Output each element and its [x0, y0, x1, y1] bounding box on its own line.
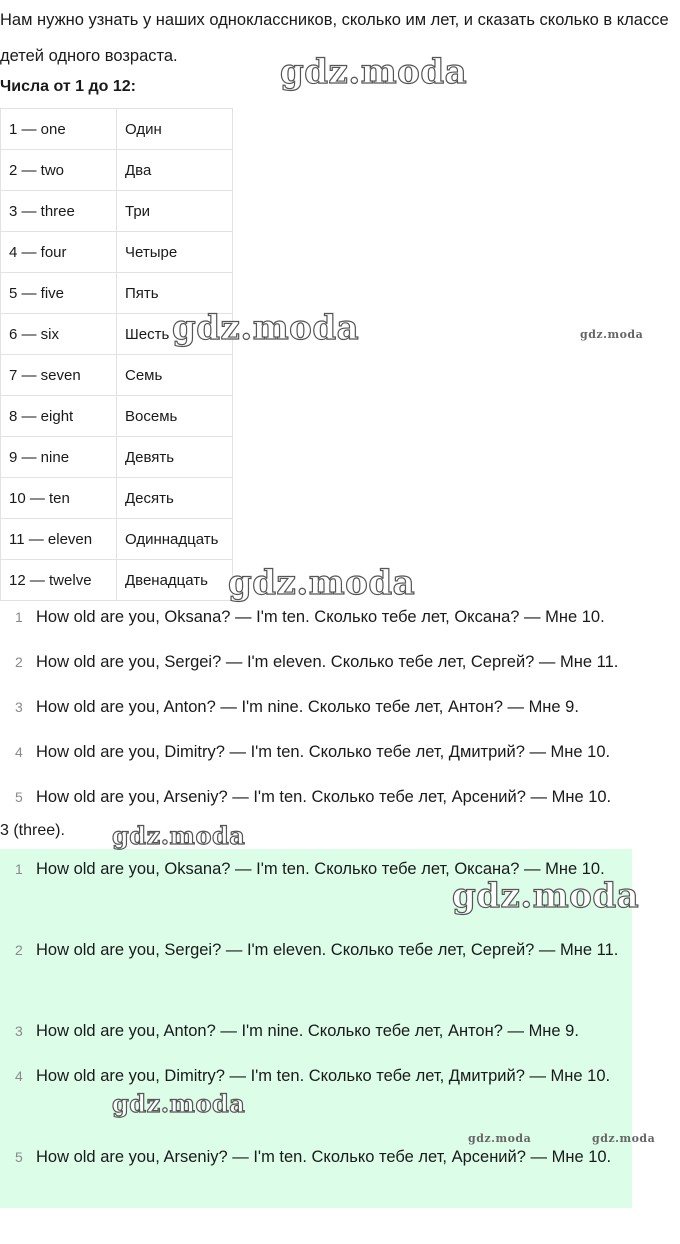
number-english: 10 — ten	[1, 478, 117, 519]
list-item	[0, 1137, 632, 1207]
item-number: 5	[15, 1149, 23, 1165]
table-row	[1, 355, 233, 396]
item-number: 3	[15, 1023, 23, 1039]
number-english: 8 — eight	[1, 396, 117, 437]
dialogue-text: How old are you, Dimitry? — I'm ten. Сколько тебе лет, Дмитрий? — Мне 10.	[36, 743, 611, 761]
table-row	[1, 560, 233, 601]
item-number: 5	[15, 789, 23, 805]
number-russian: Четыре	[117, 232, 233, 273]
dialogue-text: How old are you, Sergei? — I'm eleven. Сколько тебе лет, Сергей? — Мне 11.	[36, 941, 619, 959]
number-russian: Шесть	[117, 314, 233, 355]
table-row	[1, 150, 233, 191]
number-russian: Один	[117, 109, 233, 150]
number-english: 12 — twelve	[1, 560, 117, 601]
list-item	[0, 687, 680, 732]
answer-label: 3 (three).	[0, 822, 65, 839]
table-row	[1, 232, 233, 273]
watermark: gdz.moda	[112, 821, 246, 850]
item-number: 2	[15, 654, 23, 670]
list-item	[0, 642, 680, 687]
table-row	[1, 437, 233, 478]
number-russian: Семь	[117, 355, 233, 396]
number-english: 1 — one	[1, 109, 117, 150]
dialogue-list	[0, 597, 680, 822]
table-row	[1, 396, 233, 437]
number-russian: Двенадцать	[117, 560, 233, 601]
list-item	[0, 930, 632, 1011]
intro-paragraph: Нам нужно узнать у наших одноклассников, сколько им лет, и сказать сколько в классе детей одного возраста.	[0, 11, 669, 65]
watermark: gdz.moda	[468, 1132, 532, 1145]
number-english: 6 — six	[1, 314, 117, 355]
watermark: gdz.moda	[580, 328, 644, 341]
table-row	[1, 191, 233, 232]
watermark: gdz.moda	[228, 563, 416, 603]
table-row	[1, 519, 233, 560]
dialogue-text: How old are you, Oksana? — I'm ten. Сколько тебе лет, Оксана? — Мне 10.	[36, 860, 605, 878]
list-item	[0, 777, 680, 822]
number-russian: Три	[117, 191, 233, 232]
number-russian: Пять	[117, 273, 233, 314]
dialogue-text: How old are you, Dimitry? — I'm ten. Сколько тебе лет, Дмитрий? — Мне 10.	[36, 1067, 611, 1085]
dialogue-text: How old are you, Anton? — I'm nine. Сколько тебе лет, Антон? — Мне 9.	[36, 1022, 579, 1040]
item-number: 1	[15, 861, 23, 877]
dialogue-text: How old are you, Anton? — I'm nine. Сколько тебе лет, Антон? — Мне 9.	[36, 698, 579, 716]
number-russian: Восемь	[117, 396, 233, 437]
item-number: 3	[15, 699, 23, 715]
number-english: 9 — nine	[1, 437, 117, 478]
dialogue-text: How old are you, Sergei? — I'm eleven. Сколько тебе лет, Сергей? — Мне 11.	[36, 653, 619, 671]
number-english: 7 — seven	[1, 355, 117, 396]
number-russian: Одиннадцать	[117, 519, 233, 560]
list-item	[0, 597, 680, 642]
list-item	[0, 732, 680, 777]
item-number: 2	[15, 942, 23, 958]
list-item	[0, 1056, 632, 1137]
number-russian: Десять	[117, 478, 233, 519]
number-english: 5 — five	[1, 273, 117, 314]
number-russian: Два	[117, 150, 233, 191]
item-number: 4	[15, 1068, 23, 1084]
dialogue-text: How old are you, Arseniy? — I'm ten. Сколько тебе лет, Арсений? — Мне 10.	[36, 1148, 612, 1166]
number-english: 3 — three	[1, 191, 117, 232]
dialogue-text: How old are you, Arseniy? — I'm ten. Сколько тебе лет, Арсений? — Мне 10.	[36, 788, 612, 806]
item-number: 1	[15, 609, 23, 625]
watermark: gdz.moda	[280, 52, 468, 92]
table-row	[1, 478, 233, 519]
numbers-heading: Числа от 1 до 12:	[0, 78, 136, 95]
watermark: gdz.moda	[592, 1132, 656, 1145]
list-item	[0, 1011, 632, 1056]
number-russian: Девять	[117, 437, 233, 478]
number-english: 11 — eleven	[1, 519, 117, 560]
table-row	[1, 109, 233, 150]
watermark: gdz.moda	[172, 308, 360, 348]
number-english: 2 — two	[1, 150, 117, 191]
watermark: gdz.moda	[452, 876, 640, 916]
dialogue-text: How old are you, Oksana? — I'm ten. Сколько тебе лет, Оксана? — Мне 10.	[36, 608, 605, 626]
number-english: 4 — four	[1, 232, 117, 273]
numbers-table	[0, 108, 233, 601]
watermark: gdz.moda	[112, 1089, 246, 1118]
item-number: 4	[15, 744, 23, 760]
